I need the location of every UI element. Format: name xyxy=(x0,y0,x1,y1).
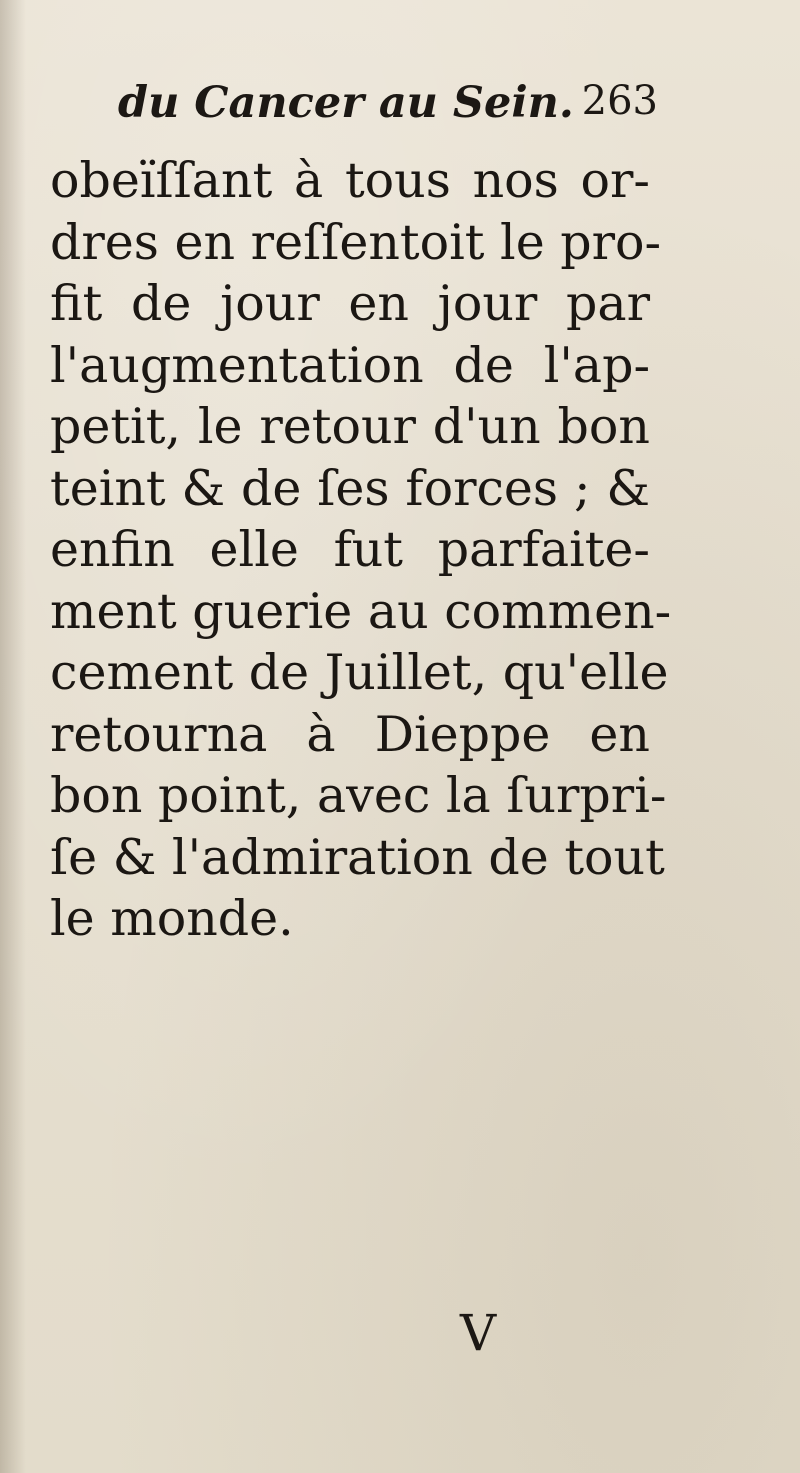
text-line: l'augmentation de l'ap- xyxy=(50,336,650,394)
text-line: petit, le retour d'un bon xyxy=(50,398,650,455)
text-line: ſe & l'admiration de tout xyxy=(50,828,665,886)
page-header xyxy=(118,74,658,138)
text-line: cement de Juillet, qu'elle xyxy=(50,644,669,701)
body-text xyxy=(50,150,672,950)
text-line: enfin elle fut parfaite- xyxy=(50,521,650,578)
signature-mark: V xyxy=(459,1304,497,1362)
page-number: 263 xyxy=(581,78,658,124)
binding-shadow xyxy=(0,0,26,1473)
text-line: obeïſſant à tous nos or- xyxy=(50,152,650,209)
text-line: teint & de ſes forces ; & xyxy=(50,459,650,517)
text-line: le monde. xyxy=(50,890,294,947)
running-title: du Cancer au Sein. xyxy=(118,78,574,128)
text-line: ment guerie au commen- xyxy=(50,582,672,640)
text-line: retourna à Dieppe en xyxy=(50,705,650,763)
show-through-text xyxy=(60,960,660,1290)
text-line: dres en reſſentoit le pro- xyxy=(50,213,662,271)
text-line: fit de jour en jour par xyxy=(50,275,650,332)
text-line: bon point, avec la ſurpri- xyxy=(50,767,667,824)
